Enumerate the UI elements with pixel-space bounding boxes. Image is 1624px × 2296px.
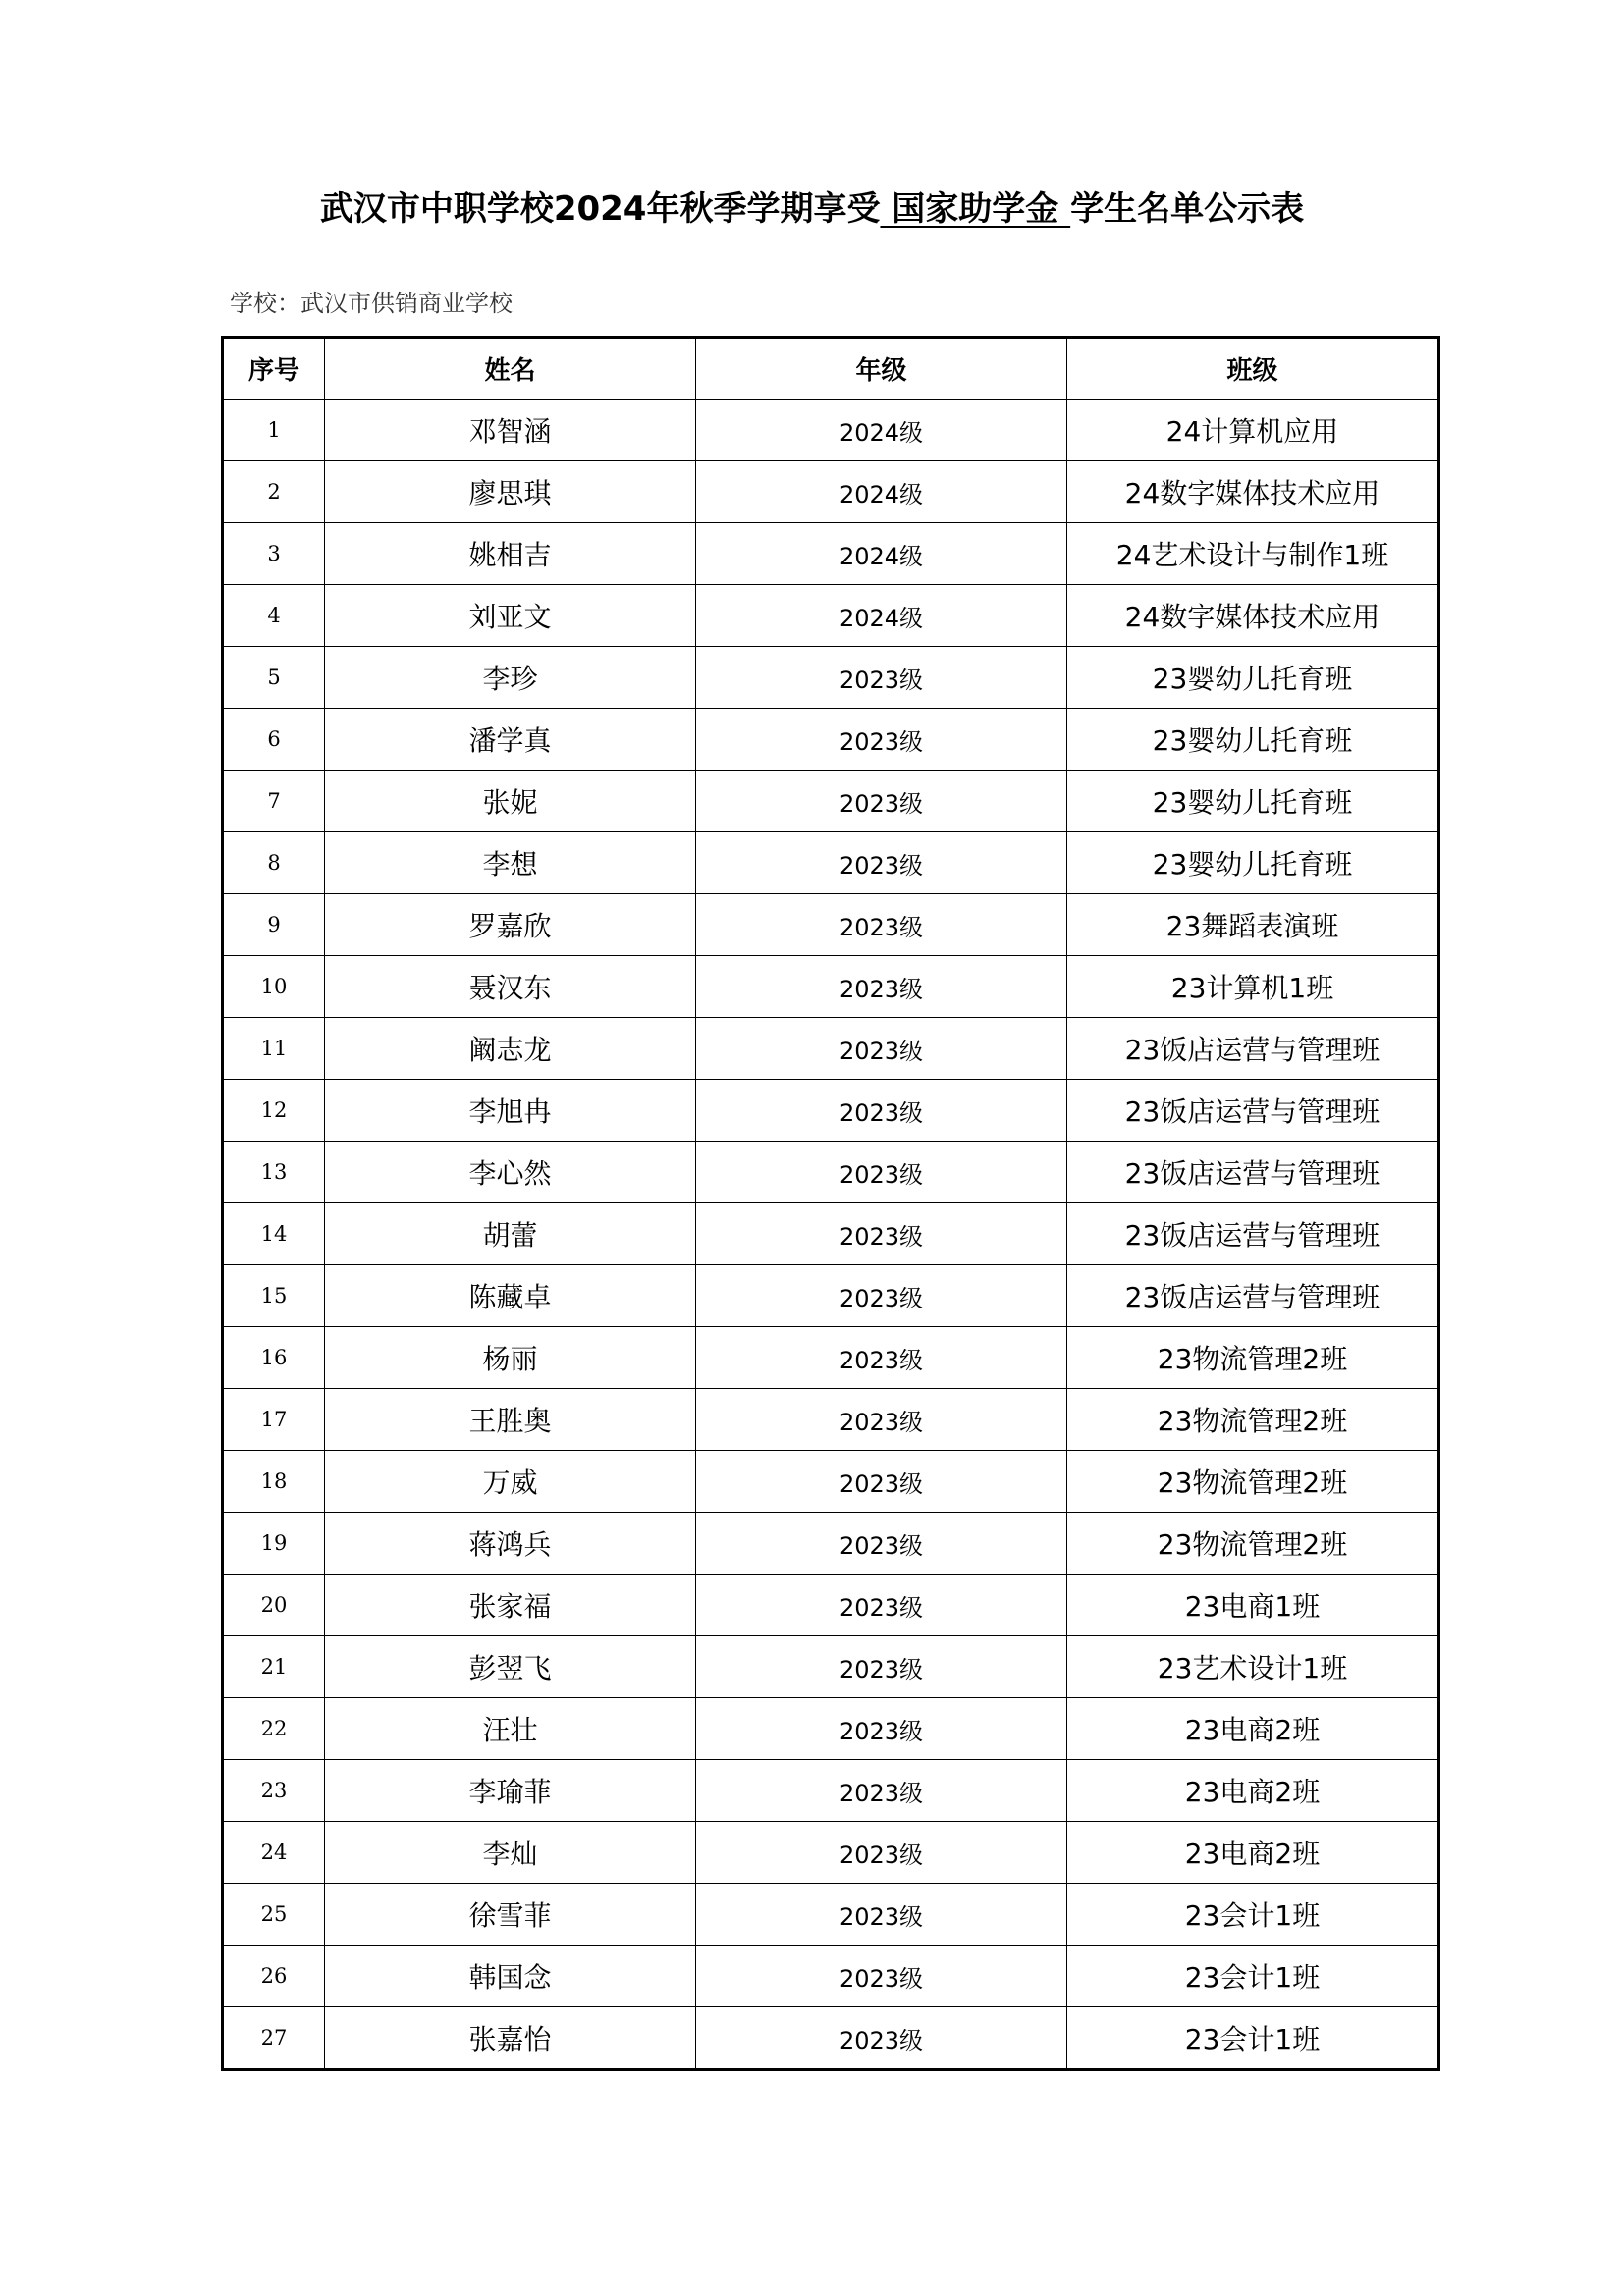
table-row [223, 1265, 1439, 1327]
cell-name: 聂汉东 [325, 956, 696, 1018]
cell-grade: 2023级 [696, 1327, 1067, 1389]
cell-serial-number: 14 [223, 1203, 325, 1265]
table-row [223, 523, 1439, 585]
cell-class: 23婴幼儿托育班 [1067, 647, 1439, 709]
cell-grade: 2023级 [696, 832, 1067, 894]
cell-class: 23会计1班 [1067, 2007, 1439, 2070]
cell-class: 23艺术设计1班 [1067, 1636, 1439, 1698]
cell-class: 24艺术设计与制作1班 [1067, 523, 1439, 585]
cell-grade: 2023级 [696, 1884, 1067, 1946]
cell-name: 罗嘉欣 [325, 894, 696, 956]
cell-grade: 2023级 [696, 1080, 1067, 1142]
header-name: 姓名 [325, 338, 696, 400]
cell-serial-number: 16 [223, 1327, 325, 1389]
cell-class: 23电商2班 [1067, 1698, 1439, 1760]
cell-class: 24数字媒体技术应用 [1067, 585, 1439, 647]
cell-class: 23饭店运营与管理班 [1067, 1080, 1439, 1142]
cell-serial-number: 8 [223, 832, 325, 894]
cell-grade: 2023级 [696, 1698, 1067, 1760]
cell-name: 张嘉怡 [325, 2007, 696, 2070]
cell-name: 李灿 [325, 1822, 696, 1884]
cell-grade: 2023级 [696, 1142, 1067, 1203]
cell-serial-number: 22 [223, 1698, 325, 1760]
cell-serial-number: 1 [223, 400, 325, 461]
cell-grade: 2023级 [696, 1575, 1067, 1636]
table-header-row [223, 338, 1439, 400]
cell-name: 蒋鸿兵 [325, 1513, 696, 1575]
cell-serial-number: 17 [223, 1389, 325, 1451]
table-row [223, 1575, 1439, 1636]
cell-grade: 2023级 [696, 1203, 1067, 1265]
cell-class: 23会计1班 [1067, 1946, 1439, 2007]
table-row [223, 1203, 1439, 1265]
cell-class: 23物流管理2班 [1067, 1451, 1439, 1513]
cell-name: 李珍 [325, 647, 696, 709]
cell-grade: 2023级 [696, 1760, 1067, 1822]
table-row [223, 647, 1439, 709]
table-row [223, 1698, 1439, 1760]
table-row [223, 956, 1439, 1018]
table-row [223, 1946, 1439, 2007]
table-row [223, 2007, 1439, 2070]
cell-name: 彭翌飞 [325, 1636, 696, 1698]
cell-grade: 2023级 [696, 2007, 1067, 2070]
cell-class: 23电商2班 [1067, 1760, 1439, 1822]
table-row [223, 709, 1439, 771]
cell-serial-number: 10 [223, 956, 325, 1018]
cell-serial-number: 26 [223, 1946, 325, 2007]
page-title [0, 185, 1624, 234]
cell-serial-number: 9 [223, 894, 325, 956]
table-row [223, 1451, 1439, 1513]
cell-class: 24数字媒体技术应用 [1067, 461, 1439, 523]
title-suffix: 学生名单公示表 [1070, 189, 1305, 229]
table-row [223, 771, 1439, 832]
cell-class: 23饭店运营与管理班 [1067, 1203, 1439, 1265]
title-subsidy-type: 国家助学金 [880, 189, 1071, 229]
cell-class: 23饭店运营与管理班 [1067, 1018, 1439, 1080]
cell-grade: 2023级 [696, 1389, 1067, 1451]
table-row [223, 1760, 1439, 1822]
cell-class: 23物流管理2班 [1067, 1389, 1439, 1451]
school-name: 学校：武汉市供销商业学校 [230, 290, 513, 317]
cell-serial-number: 23 [223, 1760, 325, 1822]
cell-class: 24计算机应用 [1067, 400, 1439, 461]
cell-name: 刘亚文 [325, 585, 696, 647]
cell-serial-number: 7 [223, 771, 325, 832]
table-row [223, 1884, 1439, 1946]
cell-name: 李心然 [325, 1142, 696, 1203]
cell-class: 23婴幼儿托育班 [1067, 832, 1439, 894]
title-prefix: 武汉市中职学校2024年秋季学期享受 [319, 189, 881, 229]
header-grade: 年级 [696, 338, 1067, 400]
cell-serial-number: 24 [223, 1822, 325, 1884]
cell-name: 李想 [325, 832, 696, 894]
cell-grade: 2023级 [696, 771, 1067, 832]
cell-grade: 2023级 [696, 1636, 1067, 1698]
cell-grade: 2024级 [696, 400, 1067, 461]
cell-class: 23电商2班 [1067, 1822, 1439, 1884]
table-row [223, 894, 1439, 956]
cell-serial-number: 13 [223, 1142, 325, 1203]
cell-name: 陈藏卓 [325, 1265, 696, 1327]
cell-name: 张妮 [325, 771, 696, 832]
cell-class: 23物流管理2班 [1067, 1513, 1439, 1575]
cell-serial-number: 18 [223, 1451, 325, 1513]
cell-grade: 2024级 [696, 461, 1067, 523]
cell-serial-number: 4 [223, 585, 325, 647]
table-row [223, 1636, 1439, 1698]
cell-class: 23计算机1班 [1067, 956, 1439, 1018]
cell-name: 汪壮 [325, 1698, 696, 1760]
cell-grade: 2023级 [696, 956, 1067, 1018]
cell-grade: 2023级 [696, 1513, 1067, 1575]
cell-class: 23物流管理2班 [1067, 1327, 1439, 1389]
cell-serial-number: 3 [223, 523, 325, 585]
table-row [223, 832, 1439, 894]
cell-serial-number: 12 [223, 1080, 325, 1142]
table-row [223, 585, 1439, 647]
header-class: 班级 [1067, 338, 1439, 400]
cell-serial-number: 27 [223, 2007, 325, 2070]
cell-class: 23舞蹈表演班 [1067, 894, 1439, 956]
cell-name: 张家福 [325, 1575, 696, 1636]
cell-serial-number: 19 [223, 1513, 325, 1575]
cell-class: 23饭店运营与管理班 [1067, 1142, 1439, 1203]
table-row [223, 461, 1439, 523]
cell-serial-number: 6 [223, 709, 325, 771]
student-roster-table [221, 336, 1440, 2071]
cell-class: 23饭店运营与管理班 [1067, 1265, 1439, 1327]
header-serial-number: 序号 [223, 338, 325, 400]
cell-name: 邓智涵 [325, 400, 696, 461]
cell-grade: 2023级 [696, 1822, 1067, 1884]
cell-serial-number: 2 [223, 461, 325, 523]
cell-grade: 2023级 [696, 1265, 1067, 1327]
cell-grade: 2023级 [696, 1946, 1067, 2007]
cell-name: 李旭冉 [325, 1080, 696, 1142]
cell-name: 胡蕾 [325, 1203, 696, 1265]
cell-class: 23电商1班 [1067, 1575, 1439, 1636]
table-row [223, 1822, 1439, 1884]
table-row [223, 400, 1439, 461]
table-row [223, 1389, 1439, 1451]
table-row [223, 1080, 1439, 1142]
cell-class: 23婴幼儿托育班 [1067, 771, 1439, 832]
cell-name: 万威 [325, 1451, 696, 1513]
cell-name: 王胜奥 [325, 1389, 696, 1451]
cell-grade: 2023级 [696, 647, 1067, 709]
cell-grade: 2023级 [696, 1018, 1067, 1080]
cell-name: 廖思琪 [325, 461, 696, 523]
cell-name: 韩国念 [325, 1946, 696, 2007]
table-row [223, 1327, 1439, 1389]
cell-name: 杨丽 [325, 1327, 696, 1389]
table-row [223, 1018, 1439, 1080]
table-body [223, 400, 1439, 2070]
cell-serial-number: 15 [223, 1265, 325, 1327]
cell-serial-number: 21 [223, 1636, 325, 1698]
cell-name: 阚志龙 [325, 1018, 696, 1080]
cell-grade: 2024级 [696, 585, 1067, 647]
cell-name: 潘学真 [325, 709, 696, 771]
cell-serial-number: 20 [223, 1575, 325, 1636]
cell-grade: 2023级 [696, 709, 1067, 771]
cell-grade: 2023级 [696, 894, 1067, 956]
cell-serial-number: 11 [223, 1018, 325, 1080]
cell-class: 23会计1班 [1067, 1884, 1439, 1946]
cell-serial-number: 25 [223, 1884, 325, 1946]
cell-name: 姚相吉 [325, 523, 696, 585]
cell-class: 23婴幼儿托育班 [1067, 709, 1439, 771]
cell-name: 徐雪菲 [325, 1884, 696, 1946]
cell-serial-number: 5 [223, 647, 325, 709]
cell-grade: 2023级 [696, 1451, 1067, 1513]
cell-grade: 2024级 [696, 523, 1067, 585]
table-row [223, 1513, 1439, 1575]
table-row [223, 1142, 1439, 1203]
cell-name: 李瑜菲 [325, 1760, 696, 1822]
